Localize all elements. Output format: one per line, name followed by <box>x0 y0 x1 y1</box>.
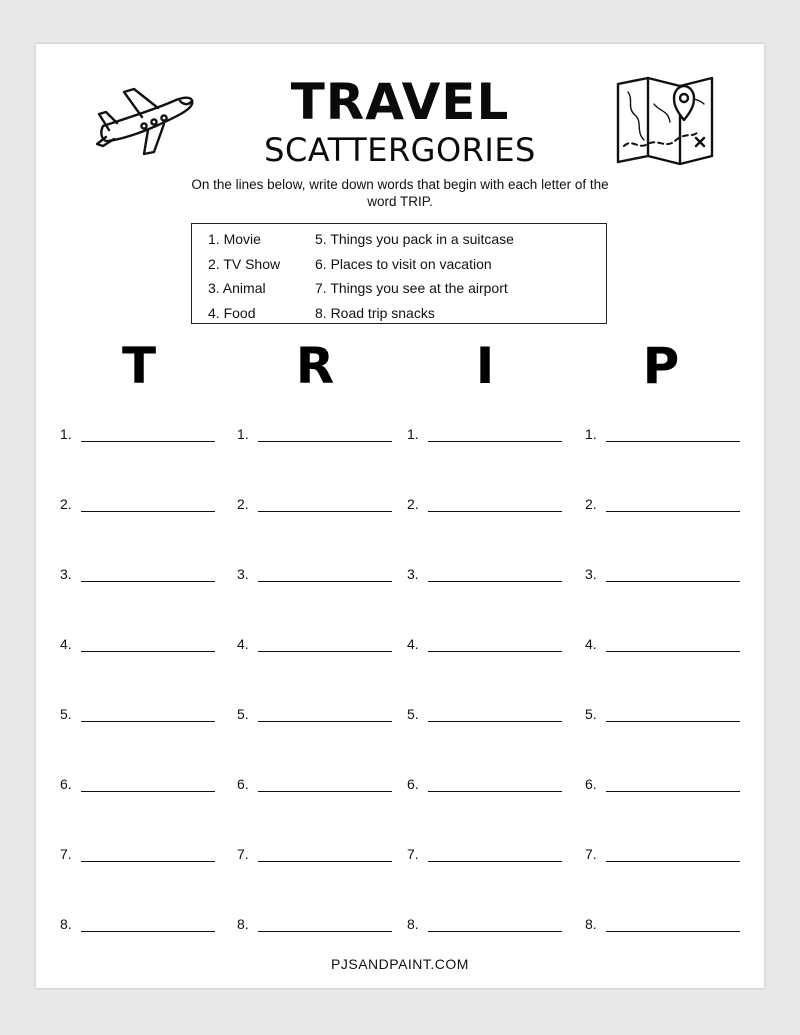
letter-i: I <box>475 337 495 395</box>
category-item: 4. Food <box>208 304 256 321</box>
letter-t: T <box>121 337 157 395</box>
line-number: 8. <box>60 916 72 932</box>
answer-row <box>36 634 764 658</box>
line-number: 5. <box>60 706 72 722</box>
category-item: 2. TV Show <box>208 255 281 272</box>
line-number: 7. <box>407 846 419 862</box>
answer-line[interactable] <box>258 441 392 442</box>
line-number: 5. <box>237 706 249 722</box>
line-number: 6. <box>407 776 419 792</box>
categories-right-column <box>315 227 514 325</box>
category-item: 3. Animal <box>208 280 266 296</box>
line-number: 8. <box>407 916 419 932</box>
answer-row <box>36 704 764 728</box>
answer-line[interactable] <box>606 651 740 652</box>
line-number: 7. <box>585 846 597 862</box>
line-number: 2. <box>60 496 72 512</box>
answer-line[interactable] <box>258 651 392 652</box>
line-number: 8. <box>585 916 597 932</box>
line-number: 2. <box>407 496 419 512</box>
answer-line[interactable] <box>606 721 740 722</box>
answer-line[interactable] <box>81 721 215 722</box>
line-number: 1. <box>237 426 249 442</box>
letter-r: R <box>295 337 335 395</box>
answer-line[interactable] <box>428 581 562 582</box>
answer-line[interactable] <box>258 861 392 862</box>
line-number: 7. <box>237 846 249 862</box>
answer-line[interactable] <box>258 721 392 722</box>
answer-row <box>36 564 764 588</box>
line-number: 3. <box>237 566 249 582</box>
answer-line[interactable] <box>258 931 392 932</box>
answer-line[interactable] <box>606 861 740 862</box>
answer-line[interactable] <box>258 511 392 512</box>
answer-line[interactable] <box>428 721 562 722</box>
line-number: 1. <box>60 426 72 442</box>
line-number: 7. <box>60 846 72 862</box>
answer-line[interactable] <box>606 791 740 792</box>
line-number: 3. <box>407 566 419 582</box>
answer-line[interactable] <box>258 581 392 582</box>
line-number: 8. <box>237 916 249 932</box>
answer-line[interactable] <box>428 791 562 792</box>
line-number: 5. <box>585 706 597 722</box>
page-title: TRAVEL <box>290 73 510 131</box>
line-number: 4. <box>585 636 597 652</box>
category-item: 5. Things you pack in a suitcase <box>315 231 514 247</box>
line-number: 2. <box>585 496 597 512</box>
answer-line[interactable] <box>81 861 215 862</box>
answer-line[interactable] <box>81 581 215 582</box>
line-number: 4. <box>237 636 249 652</box>
answer-line[interactable] <box>258 791 392 792</box>
categories-left-column <box>208 227 280 325</box>
answer-row <box>36 774 764 798</box>
line-number: 6. <box>585 776 597 792</box>
footer-website: PJSANDPAINT.COM <box>331 956 469 972</box>
category-item: 6. Places to visit on vacation <box>315 255 492 272</box>
answer-line[interactable] <box>81 791 215 792</box>
category-item: 8. Road trip snacks <box>315 304 435 321</box>
answer-line[interactable] <box>606 511 740 512</box>
answer-line[interactable] <box>428 861 562 862</box>
line-number: 3. <box>60 566 72 582</box>
line-number: 6. <box>60 776 72 792</box>
answer-line[interactable] <box>428 441 562 442</box>
category-item: 7. Things you see at the airport <box>315 280 508 296</box>
answer-line[interactable] <box>81 511 215 512</box>
answer-line[interactable] <box>81 651 215 652</box>
line-number: 5. <box>407 706 419 722</box>
page-subtitle: SCATTERGORIES <box>264 131 536 169</box>
categories-box <box>191 223 607 324</box>
answer-row <box>36 494 764 518</box>
answer-row <box>36 844 764 868</box>
line-number: 1. <box>585 426 597 442</box>
line-number: 4. <box>407 636 419 652</box>
answer-row <box>36 424 764 448</box>
line-number: 6. <box>237 776 249 792</box>
answer-line[interactable] <box>428 931 562 932</box>
answer-line[interactable] <box>606 931 740 932</box>
trip-letters <box>36 336 764 396</box>
answer-line[interactable] <box>428 511 562 512</box>
answer-line[interactable] <box>606 441 740 442</box>
line-number: 2. <box>237 496 249 512</box>
letter-p: P <box>642 337 680 395</box>
answer-row <box>36 914 764 938</box>
answer-line[interactable] <box>606 581 740 582</box>
answer-line[interactable] <box>81 441 215 442</box>
line-number: 4. <box>60 636 72 652</box>
category-item: 1. Movie <box>208 231 261 247</box>
line-number: 1. <box>407 426 419 442</box>
answer-line[interactable] <box>81 931 215 932</box>
instructions-text: On the lines below, write down words that begin with each letter of the word TRIP. <box>191 177 609 209</box>
line-number: 3. <box>585 566 597 582</box>
worksheet-page <box>36 44 764 988</box>
answer-line[interactable] <box>428 651 562 652</box>
